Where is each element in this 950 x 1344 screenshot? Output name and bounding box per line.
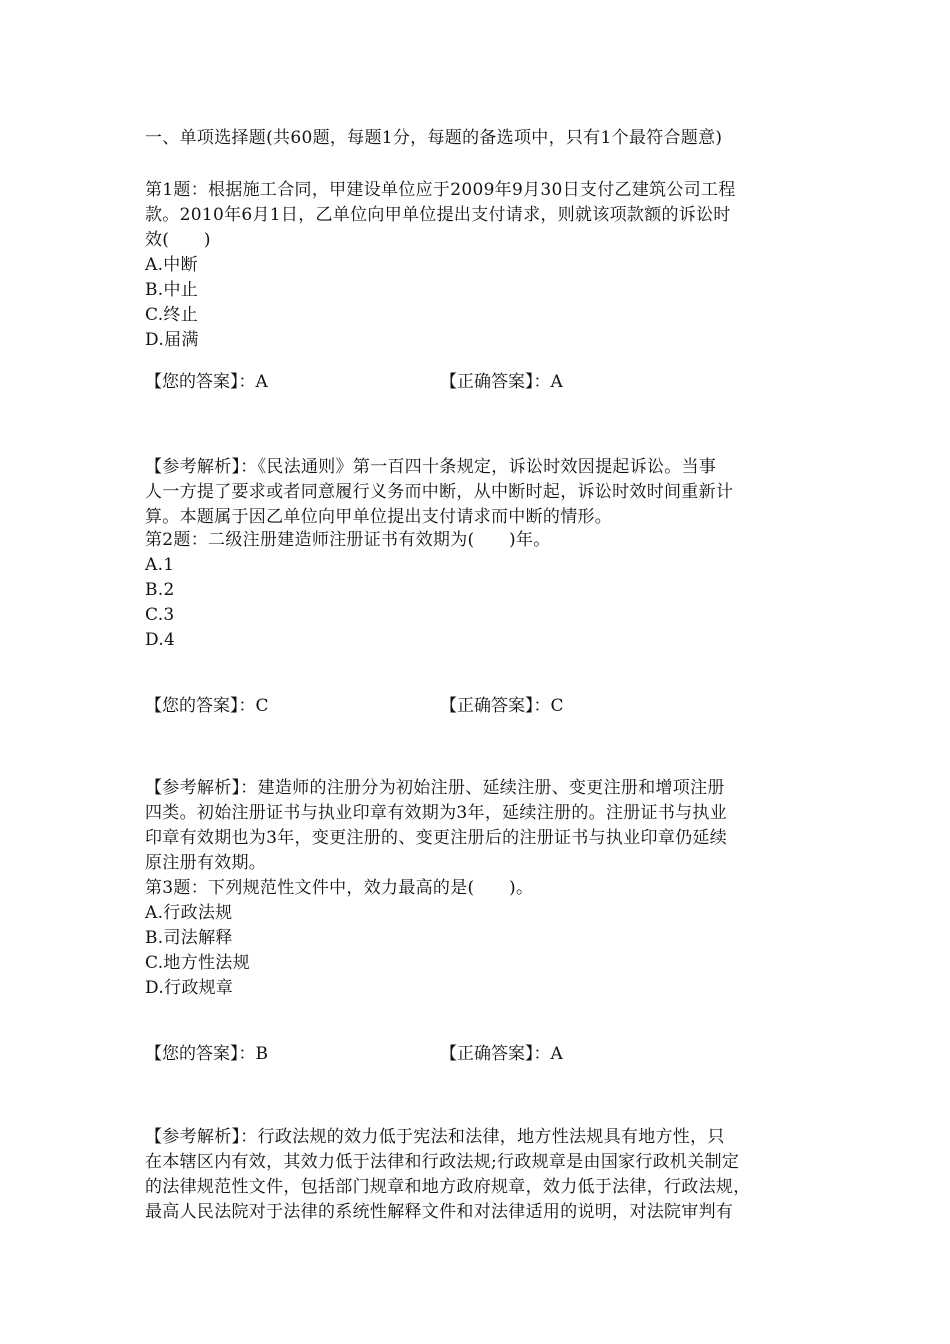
question-1-stem-line-1: 第1题：根据施工合同，甲建设单位应于2009年9月30日支付乙建筑公司工程 — [145, 180, 736, 200]
question-1-option-d: D.届满 — [145, 330, 199, 350]
correct-answer-label: 【正确答案】： — [440, 1044, 551, 1064]
analysis-text: 建造师的注册分为初始注册、延续注册、变更注册和增项注册 — [257, 778, 725, 798]
analysis-label: 【参考解析】： — [145, 778, 258, 798]
your-answer-label: 【您的答案】： — [145, 1044, 256, 1064]
your-answer-label: 【您的答案】： — [145, 372, 256, 392]
question-1-analysis-line-2: 人一方提了要求或者同意履行义务而中断，从中断时起，诉讼时效时间重新计 — [145, 482, 734, 502]
question-2-analysis-line-1 — [145, 776, 725, 800]
section-heading: 一、单项选择题(共60题，每题1分，每题的备选项中，只有1个最符合题意) — [145, 128, 723, 148]
question-2-option-a: A.1 — [145, 555, 175, 575]
question-2-option-c: C.3 — [145, 605, 175, 625]
question-2-correct-answer — [440, 694, 564, 718]
question-3-analysis-line-2: 在本辖区内有效，其效力低于法律和行政法规;行政规章是由国家行政机关制定 — [145, 1152, 740, 1172]
question-3-analysis-line-3: 的法律规范性文件，包括部门规章和地方政府规章，效力低于法律，行政法规， — [145, 1177, 751, 1197]
question-2-option-d: D.4 — [145, 630, 176, 650]
correct-answer-value: A — [550, 372, 563, 392]
question-1-stem-line-3: 效( ) — [145, 230, 211, 250]
your-answer-value: C — [255, 696, 269, 716]
question-3-option-b: B.司法解释 — [145, 928, 233, 948]
correct-answer-label: 【正确答案】： — [440, 696, 551, 716]
question-1-your-answer — [145, 370, 268, 394]
question-2-stem-line-1: 第2题：二级注册建造师注册证书有效期为( )年。 — [145, 530, 551, 550]
question-3-analysis-line-4: 最高人民法院对于法律的系统性解释文件和对法律适用的说明，对法院审判有 — [145, 1202, 734, 1222]
your-answer-value: B — [255, 1044, 268, 1064]
your-answer-value: A — [255, 372, 268, 392]
question-3-option-a: A.行政法规 — [145, 903, 233, 923]
analysis-text: 行政法规的效力低于宪法和法律，地方性法规具有地方性，只 — [257, 1127, 725, 1147]
analysis-label: 【参考解析】： — [145, 1127, 258, 1147]
analysis-label: 【参考解析】： — [145, 457, 258, 477]
question-3-option-c: C.地方性法规 — [145, 953, 250, 973]
question-1-analysis-line-3: 算。本题属于因乙单位向甲单位提出支付请求而中断的情形。 — [145, 507, 613, 527]
question-1-option-b: B.中止 — [145, 280, 199, 300]
your-answer-label: 【您的答案】： — [145, 696, 256, 716]
question-2-analysis-line-2: 四类。初始注册证书与执业印章有效期为3年，延续注册的。注册证书与执业 — [145, 803, 728, 823]
correct-answer-value: A — [550, 1044, 563, 1064]
question-1-analysis-line-1 — [145, 455, 716, 479]
question-3-analysis-line-1 — [145, 1125, 725, 1149]
question-1-option-c: C.终止 — [145, 305, 199, 325]
question-1-correct-answer — [440, 370, 563, 394]
analysis-text: 《民法通则》第一百四十条规定，诉讼时效因提起诉讼。当事 — [257, 457, 717, 477]
question-3-stem-line-1: 第3题：下列规范性文件中，效力最高的是( )。 — [145, 878, 534, 898]
correct-answer-label: 【正确答案】： — [440, 372, 551, 392]
question-2-option-b: B.2 — [145, 580, 175, 600]
correct-answer-value: C — [550, 696, 564, 716]
question-2-your-answer — [145, 694, 269, 718]
question-1-option-a: A.中断 — [145, 255, 198, 275]
question-1-stem-line-2: 款。2010年6月1日，乙单位向甲单位提出支付请求，则就该项款额的诉讼时 — [145, 205, 731, 225]
question-2-analysis-line-4: 原注册有效期。 — [145, 853, 267, 873]
question-3-your-answer — [145, 1042, 268, 1066]
question-3-option-d: D.行政规章 — [145, 978, 234, 998]
question-2-analysis-line-3: 印章有效期也为3年，变更注册的、变更注册后的注册证书与执业印章仍延续 — [145, 828, 728, 848]
question-3-correct-answer — [440, 1042, 563, 1066]
